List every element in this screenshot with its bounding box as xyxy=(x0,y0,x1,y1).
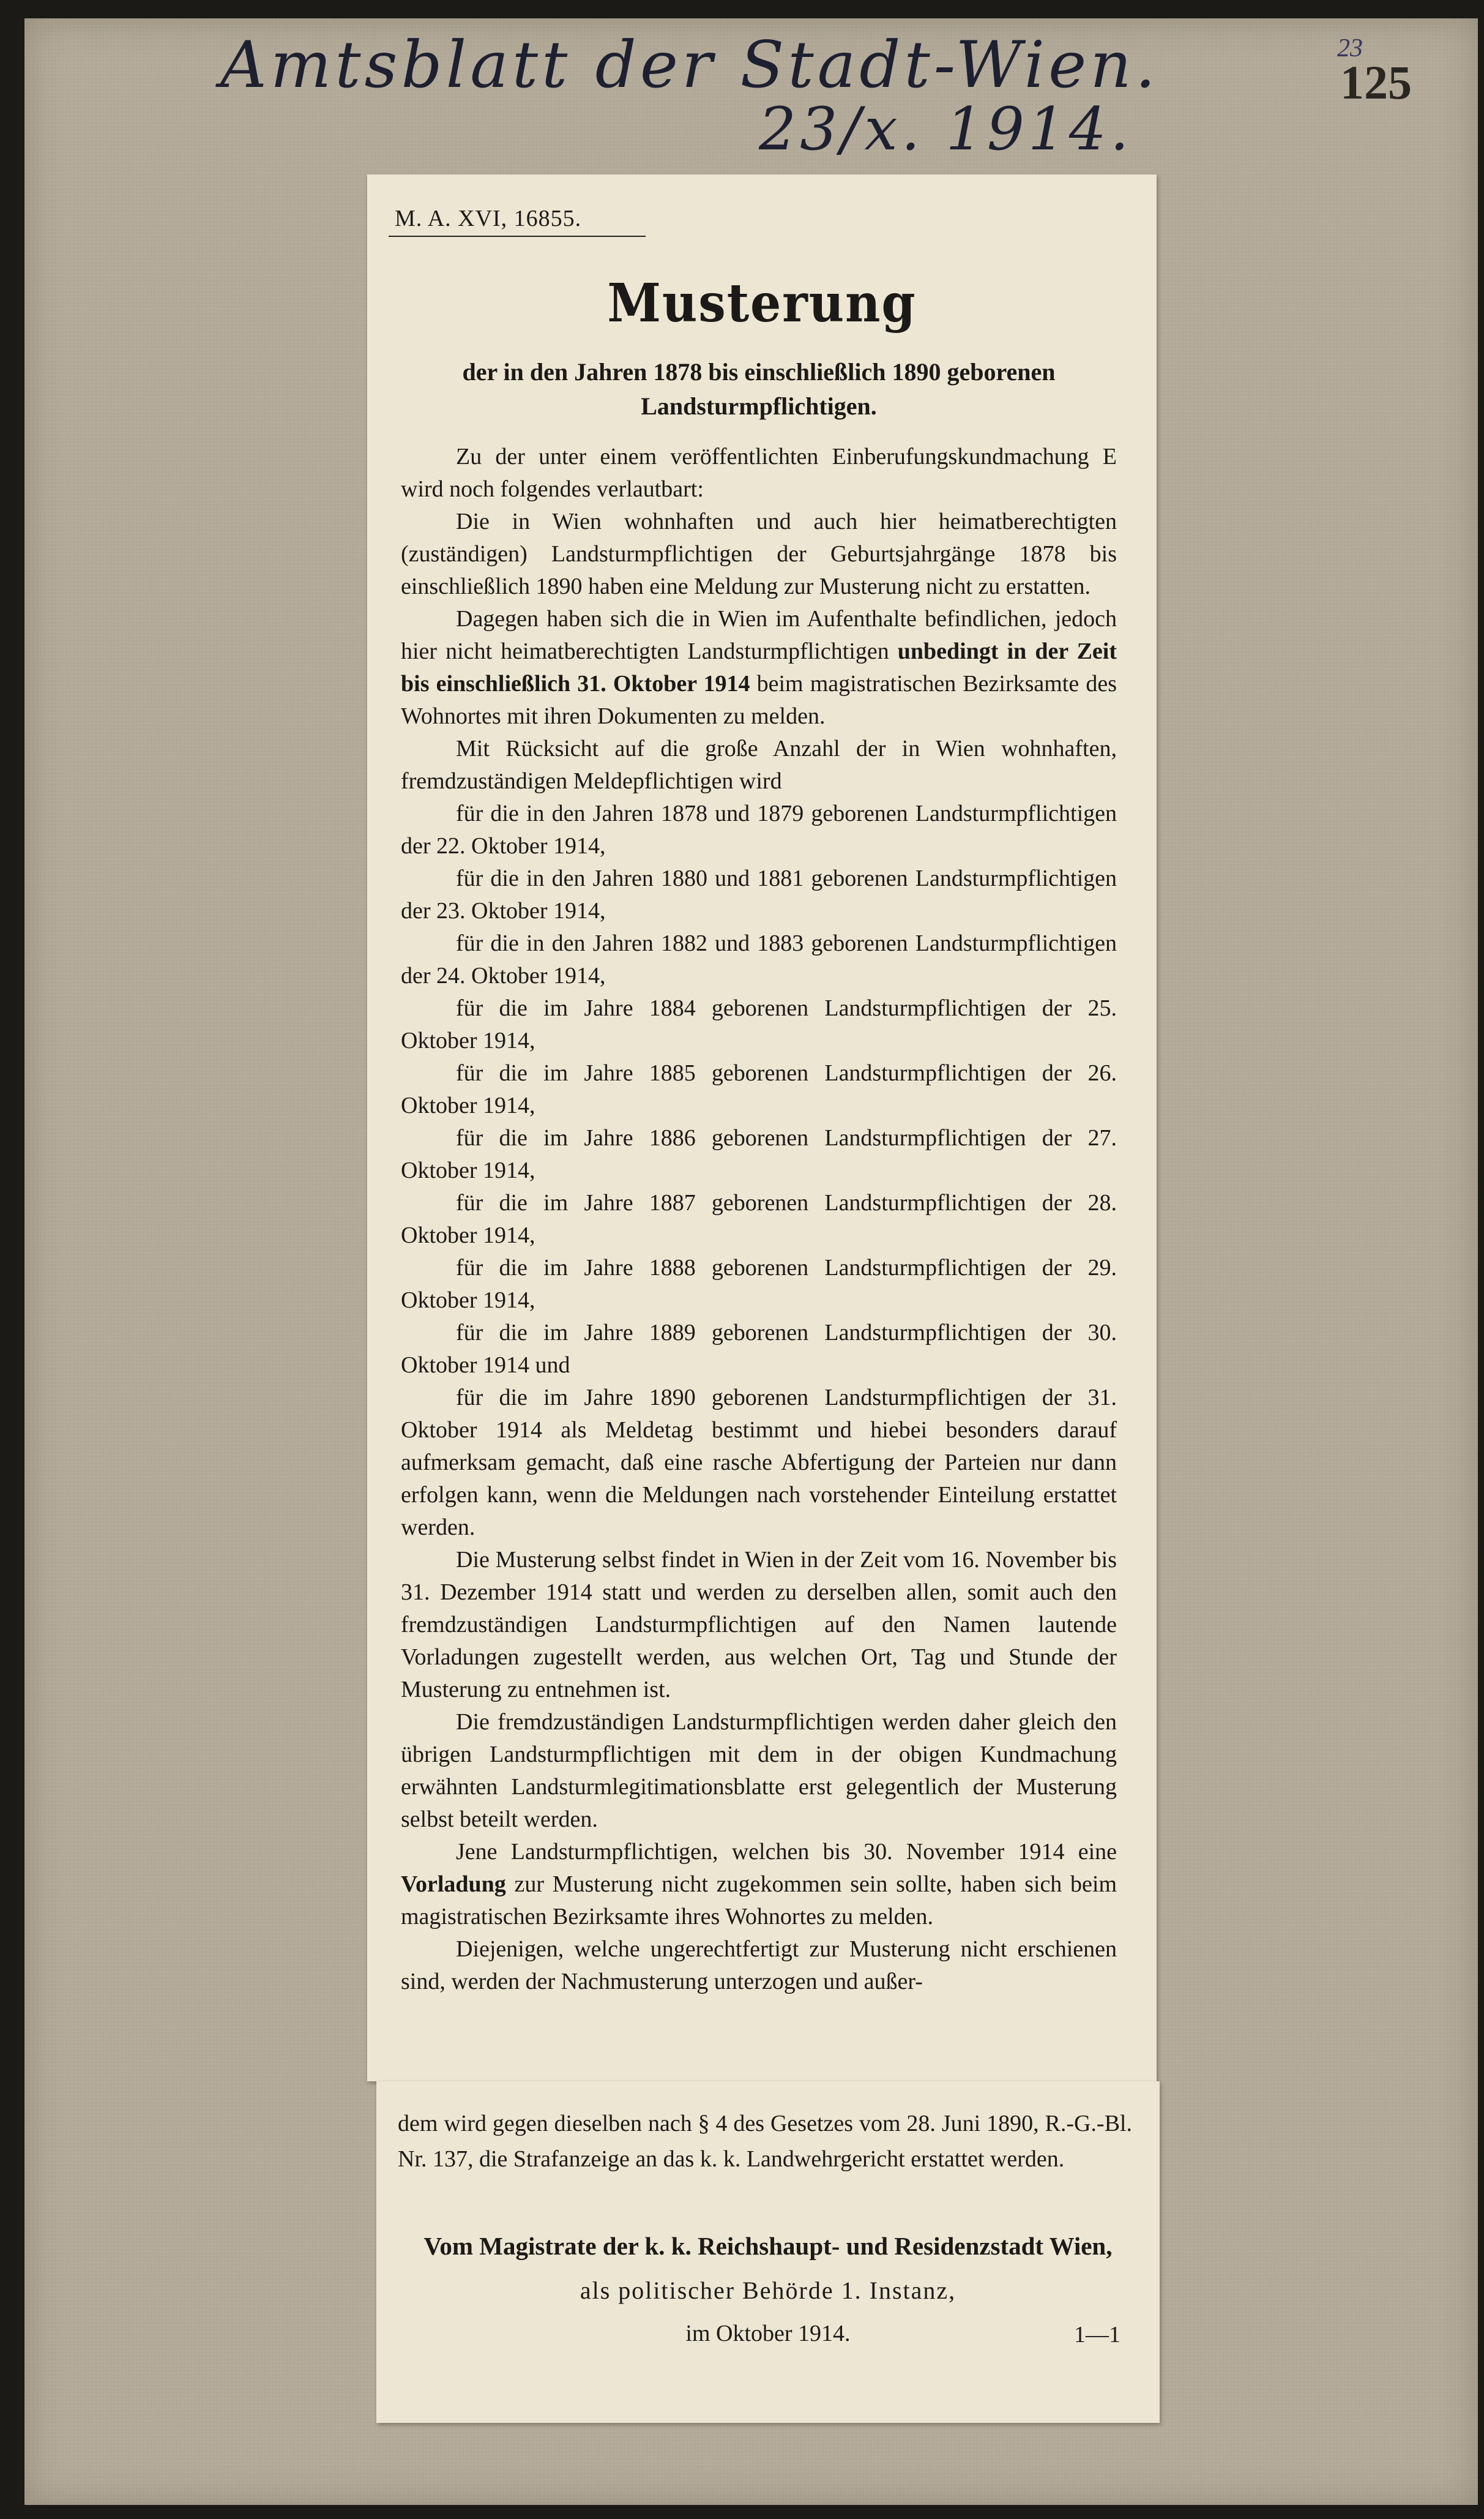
paragraph-text: Jene Landsturmpflichtigen, welchen bis 30. November 1914 eine xyxy=(456,1839,1117,1865)
reference-number: M. A. XVI, 16855. xyxy=(395,206,582,231)
schedule-item: für die in den Jahren 1880 und 1881 geborenen Landsturmpflichtigen der 23. Oktober 1914, xyxy=(401,866,1117,924)
paragraph: Die in Wien wohnhaften und auch hier heimatberechtigten (zuständigen) Landsturmpflichtigen der Geburtsjahrgänge 1878 bis einschließlich 1890 haben eine Meldung zur Musterung nicht zu erstatten. xyxy=(401,509,1117,599)
emphasized-word: Vorladung xyxy=(401,1871,506,1897)
paragraph-text: Dagegen haben sich die in Wien im Aufenthalte befindlichen, jedoch hier nicht heimatberechtigten Landsturmpflichtigen xyxy=(401,606,1117,664)
newspaper-clipping-main xyxy=(367,174,1157,2081)
schedule-item: für die im Jahre 1889 geborenen Landsturmpflichtigen der 30. Oktober 1914 und xyxy=(401,1320,1117,1378)
issue-date: im Oktober 1914. xyxy=(685,2321,851,2346)
paragraph: Die Musterung selbst findet in Wien in der Zeit vom 16. November bis 31. Dezember 1914 statt und werden zu derselben allen, somit auch den fremdzuständigen Landsturmpflichtigen auf den Namen lautende Vorladungen zugestellt werden, aus welchen Ort, Tag und Stunde der Musterung zu entnehmen ist. xyxy=(401,1547,1117,1702)
handwritten-source: Amtsblatt der Stadt-Wien. xyxy=(220,28,1160,102)
reference-rule xyxy=(389,236,646,237)
page-title: Musterung xyxy=(607,272,917,334)
paragraph: Mit Rücksicht auf die große Anzahl der in Wien wohnhaften, fremdzuständigen Meldepflichtigen wird xyxy=(401,736,1117,794)
issuer-line: Vom Magistrate der k. k. Reichshaupt- und Residenzstadt Wien, xyxy=(423,2232,1113,2260)
continuation-text: dem wird gegen dieselben nach § 4 des Gesetzes vom 28. Juni 1890, R.-G.-Bl. Nr. 137, die Strafanzeige an das k. k. Landwehrgericht erstattet werden. xyxy=(398,2111,1132,2172)
schedule-item: für die in den Jahren 1878 und 1879 geborenen Landsturmpflichtigen der 22. Oktober 1914, xyxy=(401,801,1117,859)
archive-board xyxy=(24,18,1478,2505)
paragraph: Diejenigen, welche ungerechtfertigt zur Musterung nicht erschienen sind, werden der Nachmusterung unterzogen und außer- xyxy=(401,1936,1117,1994)
page-number-note: 23 xyxy=(1337,34,1363,62)
paragraph xyxy=(401,603,1117,733)
schedule-item: für die im Jahre 1890 geborenen Landsturmpflichtigen der 31. Oktober 1914 als Meldetag bestimmt und hiebei besonders darauf aufmerksam gemacht, daß eine rasche Abfertigung der Parteien nur dann erfolgen kann, wenn die Meldungen nach vorstehender Einteilung erstattet werden. xyxy=(401,1385,1117,1540)
paragraph xyxy=(401,1836,1117,1933)
schedule-item: für die im Jahre 1886 geborenen Landsturmpflichtigen der 27. Oktober 1914, xyxy=(401,1125,1117,1183)
schedule-item: für die im Jahre 1885 geborenen Landsturmpflichtigen der 26. Oktober 1914, xyxy=(401,1060,1117,1118)
schedule-item: für die im Jahre 1888 geborenen Landsturmpflichtigen der 29. Oktober 1914, xyxy=(401,1255,1117,1313)
paragraph: Die fremdzuständigen Landsturmpflichtigen werden daher gleich den übrigen Landsturmpflichtigen mit dem in der obigen Kundmachung erwähnten Landsturmlegitimationsblatte erst gelegentlich der Musterung selbst beteilt werden. xyxy=(401,1709,1117,1832)
edition-code: 1—1 xyxy=(1074,2322,1120,2348)
paragraph-text: zur Musterung nicht zugekommen sein sollte, haben sich beim magistratischen Bezirksamte ihres Wohnortes zu melden. xyxy=(401,1871,1117,1929)
schedule-item: für die in den Jahren 1882 und 1883 geborenen Landsturmpflichtigen der 24. Oktober 1914, xyxy=(401,930,1117,989)
newspaper-clipping-continuation xyxy=(376,2081,1160,2423)
paragraph-text: beim magistratischen Bezirksamte des Wohnortes mit ihren Dokumenten zu melden. xyxy=(401,671,1117,729)
handwritten-annotation xyxy=(220,24,1261,165)
page-number: 125 xyxy=(1340,56,1412,109)
handwritten-date: 23/x. 1914. xyxy=(759,95,1133,163)
schedule-item: für die im Jahre 1884 geborenen Landsturmpflichtigen der 25. Oktober 1914, xyxy=(401,995,1117,1054)
emphasized-deadline: unbedingt in der Zeit bis einschließlich 31. Oktober 1914 xyxy=(401,638,1117,697)
paragraph: Zu der unter einem veröffentlichten Einberufungskundmachung E wird noch folgendes verlautbart: xyxy=(401,444,1117,502)
article-body xyxy=(401,441,1117,1998)
issuer-authority: als politischer Behörde 1. Instanz, xyxy=(580,2277,956,2304)
schedule-item: für die im Jahre 1887 geborenen Landsturmpflichtigen der 28. Oktober 1914, xyxy=(401,1190,1117,1248)
subtitle: der in den Jahren 1878 bis einschließlich 1890 geborenen Landsturmpflichtigen. xyxy=(462,358,1056,420)
